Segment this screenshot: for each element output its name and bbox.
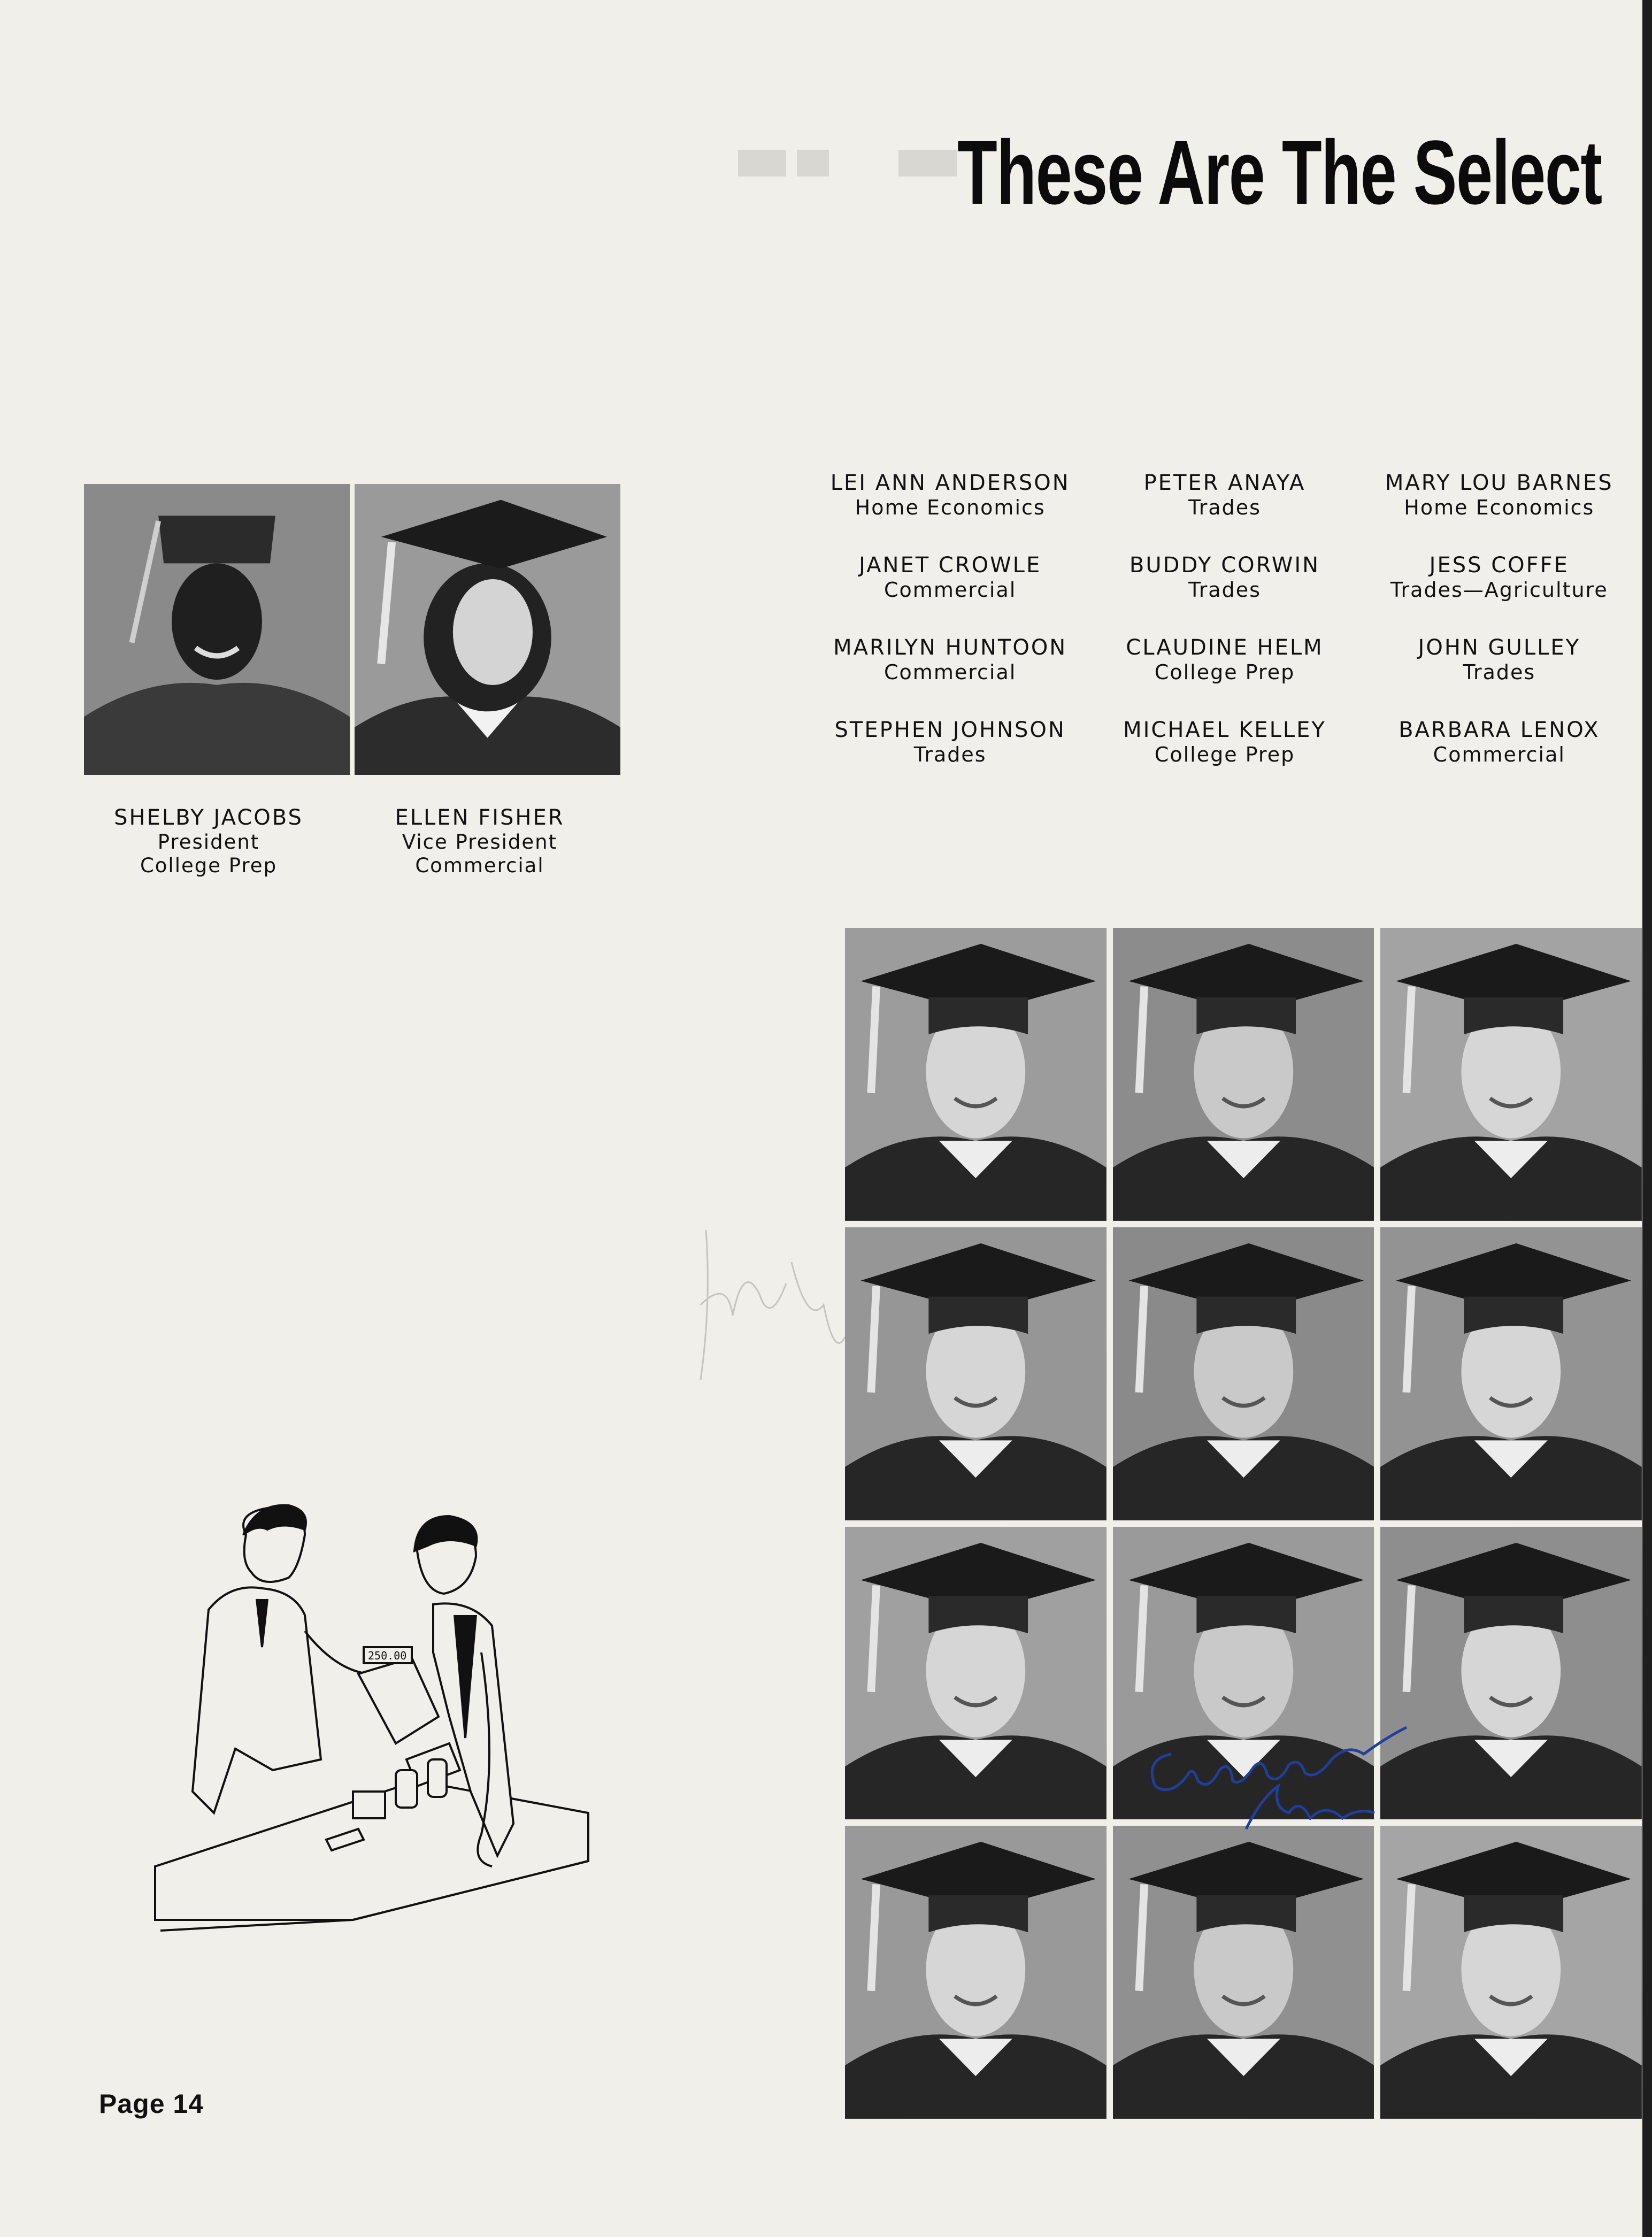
student-name: JOHN GULLEY [1418, 635, 1581, 660]
officer-name: SHELBY JACOBS [114, 805, 303, 830]
student-department: Trades [1188, 496, 1261, 520]
student-portrait [845, 928, 1107, 1221]
student-department: Commercial [884, 660, 1017, 685]
student-department: College Prep [1154, 660, 1295, 685]
student-portrait-grid [845, 928, 1642, 2119]
student-portrait [845, 1527, 1107, 1820]
student-department: Trades [1463, 660, 1536, 685]
officer-caption-vice-president [373, 805, 587, 878]
officer-caption-president [102, 805, 316, 878]
student-department: Commercial [1433, 743, 1565, 767]
handwritten-signature [1139, 1706, 1417, 1840]
student-name: MICHAEL KELLEY [1123, 718, 1326, 743]
officer-department: College Prep [140, 854, 278, 878]
student-name-entry [1087, 471, 1362, 520]
student-name: BARBARA LENOX [1399, 718, 1600, 743]
officer-title: Vice President [402, 831, 558, 854]
bleed-through-text [738, 139, 963, 187]
officer-title: President [157, 831, 260, 854]
student-department: Trades [1188, 578, 1261, 602]
student-name-entry [813, 718, 1087, 767]
student-portrait [845, 1826, 1107, 2119]
student-portrait [845, 1227, 1107, 1520]
page-number: Page 14 [99, 2089, 204, 2119]
officer-name: ELLEN FISHER [395, 805, 565, 830]
student-portrait [1380, 1227, 1642, 1520]
student-name: BUDDY CORWIN [1129, 553, 1320, 578]
student-name-entry [813, 471, 1087, 520]
student-name-entry [1087, 635, 1362, 685]
student-name: LEI ANN ANDERSON [830, 471, 1070, 495]
student-name-entry [1087, 718, 1362, 767]
student-name-entry [1362, 553, 1636, 602]
student-portrait [1380, 1826, 1642, 2119]
student-name: JESS COFFE [1429, 553, 1569, 578]
cash-register-cartoon [128, 1492, 663, 1995]
student-department: Trades—Agriculture [1390, 578, 1608, 602]
student-name: MARY LOU BARNES [1385, 471, 1613, 495]
officer-portrait-president [84, 484, 350, 775]
student-department: Home Economics [855, 496, 1046, 520]
student-portrait [1113, 928, 1374, 1221]
faint-pencil-signature [685, 1198, 856, 1401]
student-department: Commercial [884, 578, 1017, 602]
student-portrait [1113, 1227, 1374, 1520]
officer-department: Commercial [415, 854, 544, 878]
officer-portrait-vice-president [355, 484, 620, 775]
page-title: These Are The Select [957, 122, 1602, 224]
student-portrait [1380, 928, 1642, 1221]
register-amount: 250.00 [368, 1649, 407, 1662]
student-department: Trades [913, 743, 987, 767]
student-department: College Prep [1154, 743, 1295, 767]
student-portrait [1113, 1826, 1374, 2119]
student-name: CLAUDINE HELM [1126, 635, 1324, 660]
student-name-entry [813, 553, 1087, 602]
student-name-list [813, 471, 1636, 767]
student-name-entry [1362, 635, 1636, 685]
student-name-entry [1087, 553, 1362, 602]
student-name: STEPHEN JOHNSON [834, 718, 1066, 743]
student-name: JANET CROWLE [859, 553, 1042, 578]
student-name: MARILYN HUNTOON [833, 635, 1067, 660]
student-name-entry [813, 635, 1087, 685]
student-name: PETER ANAYA [1143, 471, 1306, 495]
student-name-entry [1362, 471, 1636, 520]
student-name-entry [1362, 718, 1636, 767]
student-portrait [1380, 1527, 1642, 1820]
student-department: Home Economics [1404, 496, 1595, 520]
